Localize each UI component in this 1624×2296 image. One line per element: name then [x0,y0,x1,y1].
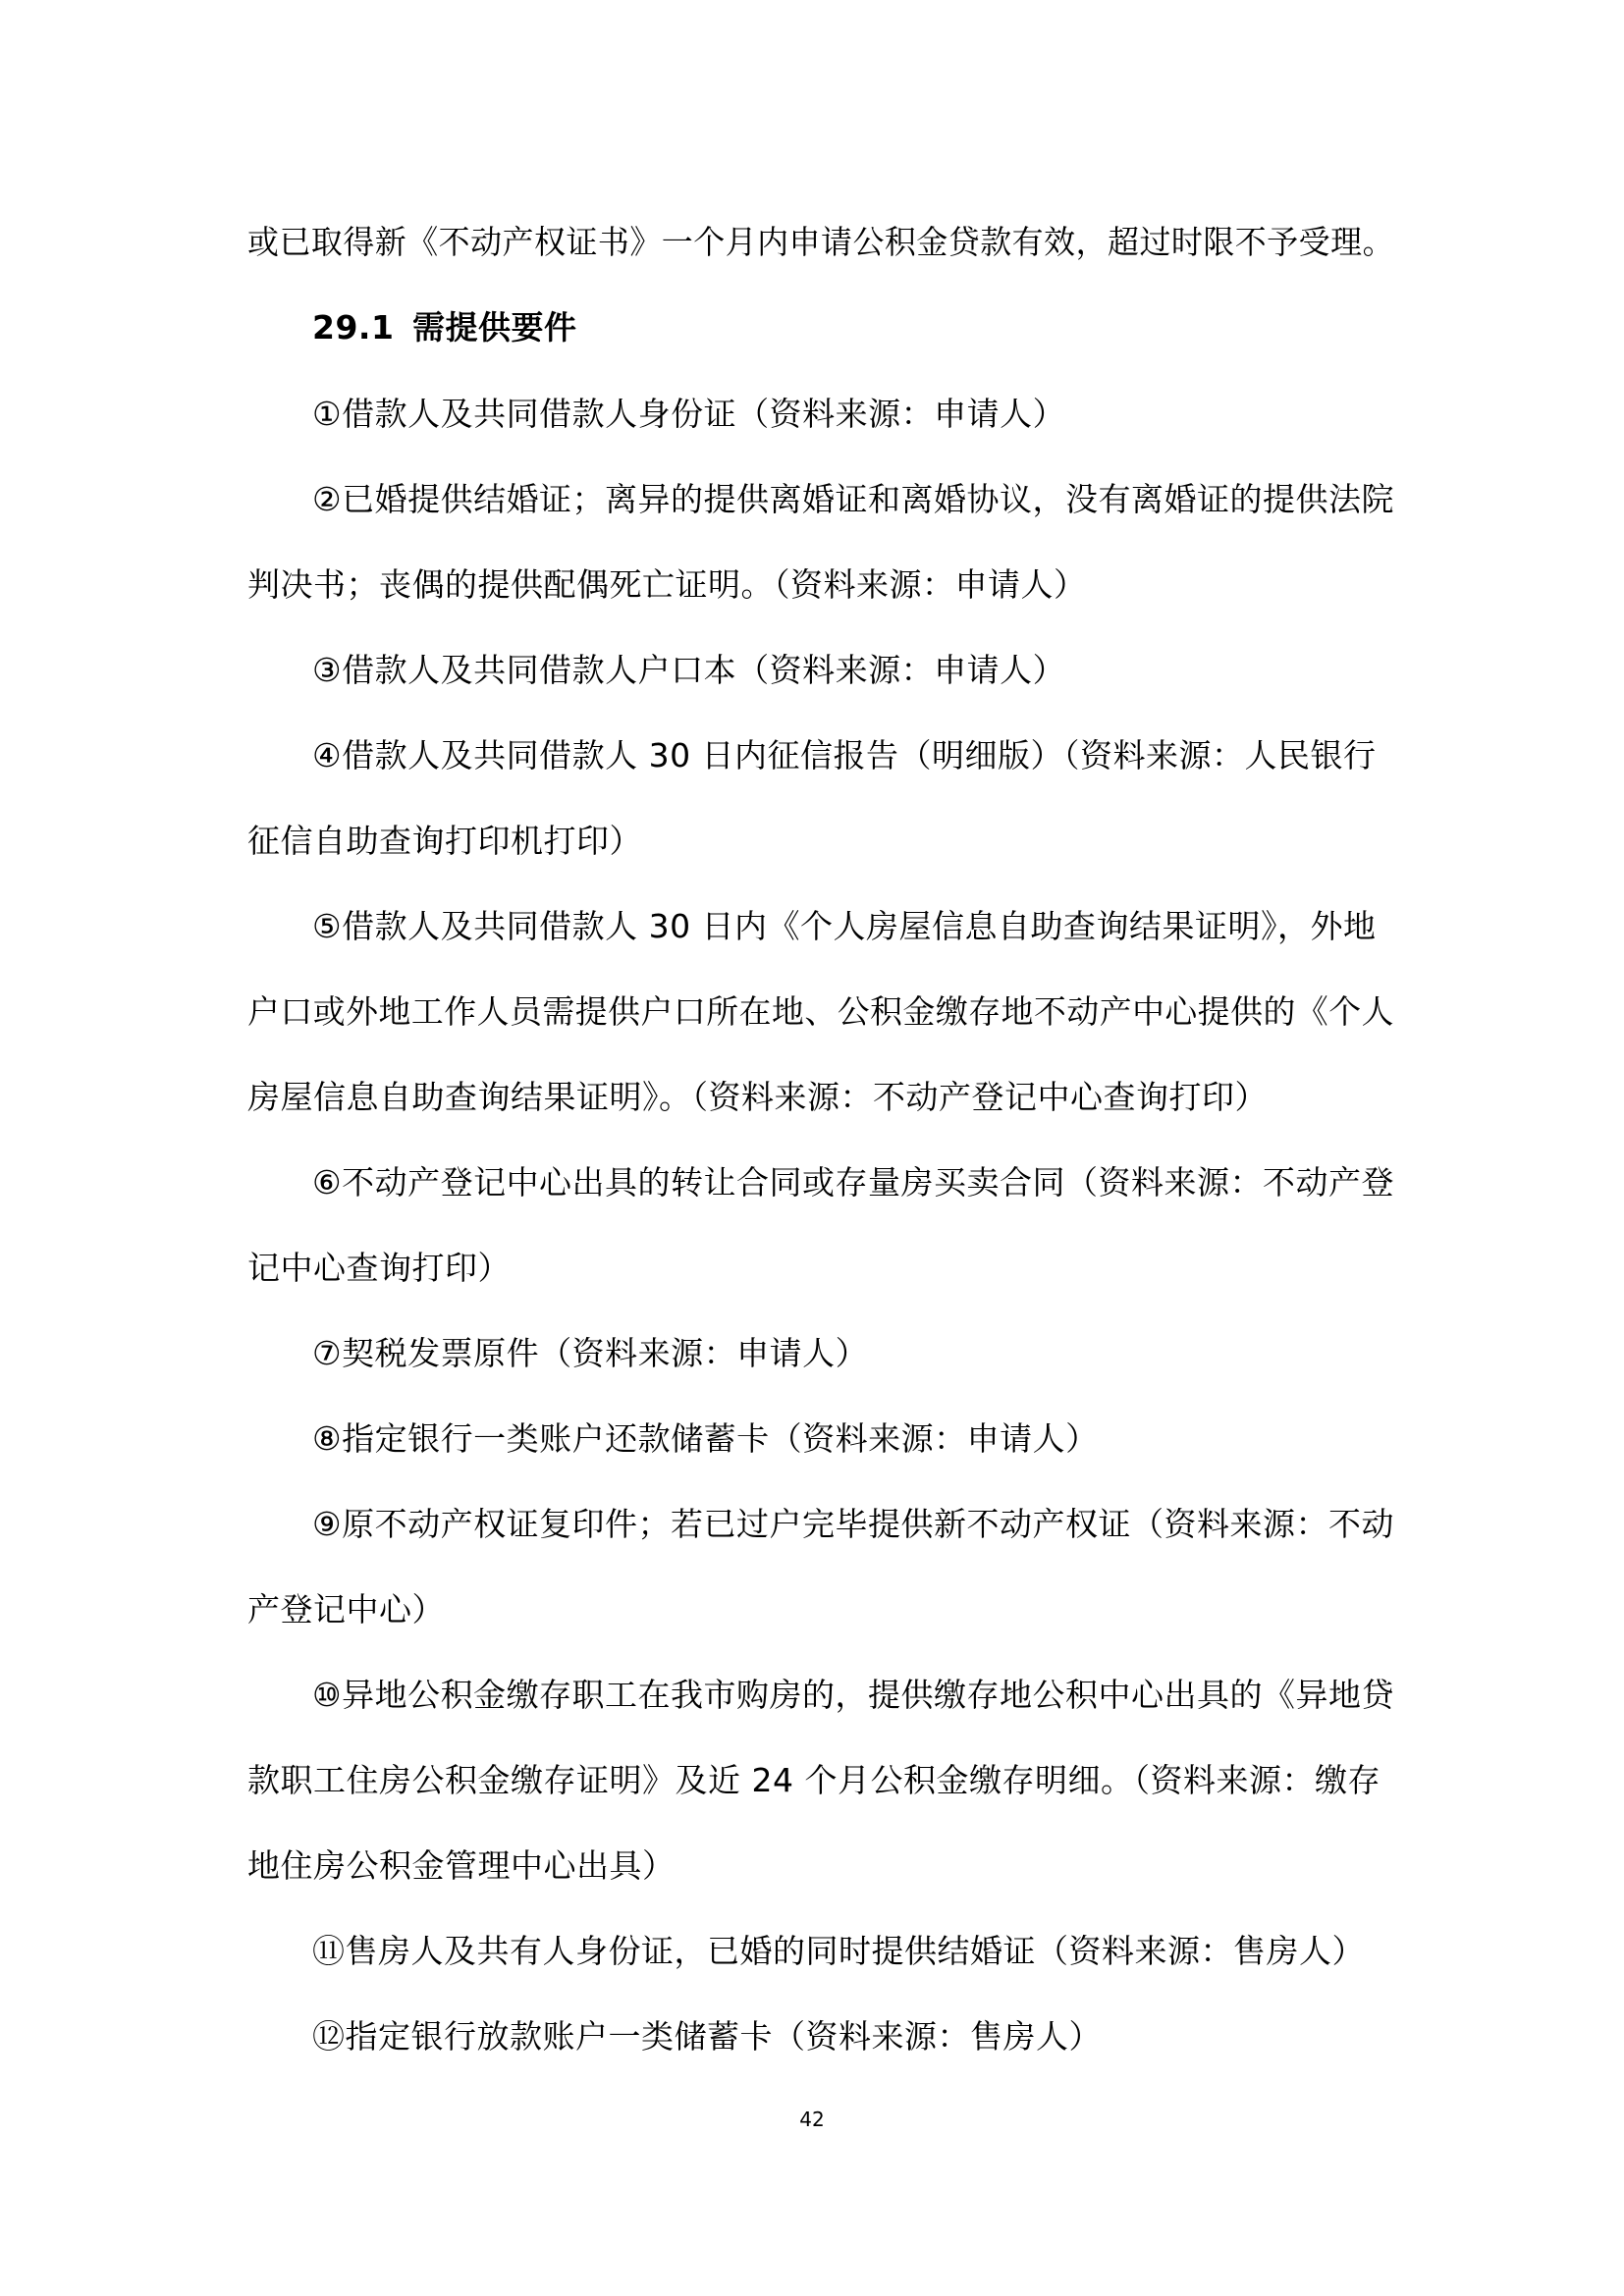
list-item-10-line-3: 地住房公积金管理中心出具） [247,1846,676,1885]
list-item-7-line-1: ⑦契税发票原件（资料来源：申请人） [312,1334,869,1372]
continuation-line: 或已取得新《不动产权证书》一个月内申请公积金贷款有效，超过时限不予受理。 [247,223,1395,261]
list-item-5-line-2: 户口或外地工作人员需提供户口所在地、公积金缴存地不动产中心提供的《个人 [247,992,1395,1031]
list-item-1-line-1: ①借款人及共同借款人身份证（资料来源：申请人） [312,395,1066,433]
list-item-2-line-1: ②已婚提供结婚证；离异的提供离婚证和离婚协议，没有离婚证的提供法院 [312,480,1394,518]
list-item-6-line-2: 记中心查询打印） [247,1249,511,1287]
list-item-12-line-1: ⑫指定银行放款账户一类储蓄卡（资料来源：售房人） [312,2017,1102,2056]
list-item-5-line-3: 房屋信息自助查询结果证明》。（资料来源：不动产登记中心查询打印） [247,1078,1268,1116]
list-item-3-line-1: ③借款人及共同借款人户口本（资料来源：申请人） [312,651,1066,689]
list-item-10-line-2: 款职工住房公积金缴存证明》及近 24 个月公积金缴存明细。（资料来源：缴存 [247,1761,1380,1799]
section-title: 需提供要件 [412,308,577,347]
list-item-11-line-1: ⑪售房人及共有人身份证，已婚的同时提供结婚证（资料来源：售房人） [312,1932,1365,1970]
list-item-4-line-2: 征信自助查询打印机打印） [247,822,642,860]
list-item-5-line-1: ⑤借款人及共同借款人 30 日内《个人房屋信息自助查询结果证明》，外地 [312,907,1377,945]
list-item-9-line-2: 产登记中心） [247,1590,445,1629]
section-number: 29.1 [312,308,395,347]
list-item-10-line-1: ⑩异地公积金缴存职工在我市购房的，提供缴存地公积中心出具的《异地贷 [312,1676,1394,1714]
list-item-9-line-1: ⑨原不动产权证复印件；若已过户完毕提供新不动产权证（资料来源：不动 [312,1505,1394,1543]
page-number: 42 [799,2108,825,2131]
list-item-2-line-2: 判决书；丧偶的提供配偶死亡证明。（资料来源：申请人） [247,565,1087,604]
list-item-8-line-1: ⑧指定银行一类账户还款储蓄卡（资料来源：申请人） [312,1419,1099,1458]
list-item-4-line-1: ④借款人及共同借款人 30 日内征信报告（明细版）（资料来源：人民银行 [312,736,1377,774]
list-item-6-line-1: ⑥不动产登记中心出具的转让合同或存量房买卖合同（资料来源：不动产登 [312,1163,1394,1201]
section-heading [312,306,577,349]
